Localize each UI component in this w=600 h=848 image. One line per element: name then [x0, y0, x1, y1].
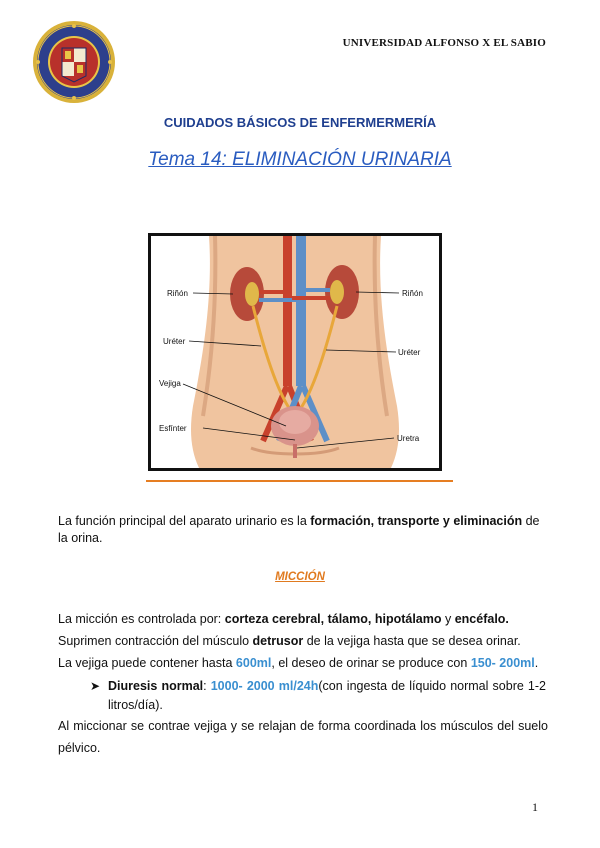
arrow-bullet-icon: ➤ [90, 679, 101, 693]
course-title: CUIDADOS BÁSICOS DE ENFERMERMERÍA [163, 115, 437, 130]
line1-text-b: y [441, 612, 455, 626]
micturition-line-3 [58, 655, 548, 672]
intro-paragraph [58, 513, 548, 547]
page-number: 1 [532, 800, 538, 814]
label-left-ureter: Uréter [163, 337, 186, 346]
university-seal [32, 20, 116, 104]
intro-text-bold: formación, transporte y eliminación [310, 514, 523, 528]
line2-text-b: de la vejiga hasta que se desea orinar. [303, 634, 521, 648]
label-right-ureter: Uréter [398, 348, 421, 357]
topic-title: Tema 14: ELIMINACIÓN URINARIA [148, 149, 452, 170]
figure-divider [146, 480, 453, 482]
label-urethra: Uretra [397, 434, 420, 443]
bullet-diuresis-value: 1000- 2000 ml/24h [210, 679, 319, 693]
label-sphincter: Esfínter [159, 424, 187, 433]
micturition-line-4: Al miccionar se contrae vejiga y se relajan de forma coordinada los músculos del suelo pélvico. [58, 719, 548, 755]
line3-urge-volume: 150- 200ml [470, 656, 535, 670]
line2-text-a: Suprimen contracción del músculo [58, 634, 253, 648]
urinary-system-figure [148, 233, 442, 471]
intro-text-b: de la orina. [58, 514, 540, 545]
bullet-rest: (con ingesta de líquido normal sobre 1-2 litros/día). [108, 679, 546, 712]
diuresis-bullet [90, 677, 546, 715]
intro-text-a: La función principal del aparato urinario es la [58, 514, 311, 528]
line1-text-a: La micción es controlada por: [58, 612, 225, 626]
micturition-line-1 [58, 611, 548, 628]
micturition-line-2 [58, 633, 548, 650]
label-bladder: Vejiga [159, 379, 181, 388]
university-name: UNIVERSIDAD ALFONSO X EL SABIO [342, 37, 546, 49]
bullet-colon: : [203, 679, 211, 693]
line2-bold: detrusor [252, 634, 304, 648]
line3-text-a: La vejiga puede contener hasta [58, 656, 236, 670]
line3-text-b: , el deseo de orinar se produce con [271, 656, 471, 670]
line3-text-c: . [534, 656, 539, 670]
section-heading: MICCIÓN [275, 571, 325, 583]
line1-bold-2: encéfalo. [454, 612, 509, 626]
line1-bold: corteza cerebral, tálamo, hipotálamo [224, 612, 442, 626]
label-left-kidney: Riñón [167, 289, 188, 298]
bullet-bold: Diuresis normal [108, 679, 204, 693]
label-right-kidney: Riñón [402, 289, 423, 298]
line3-capacity: 600ml [235, 656, 272, 670]
